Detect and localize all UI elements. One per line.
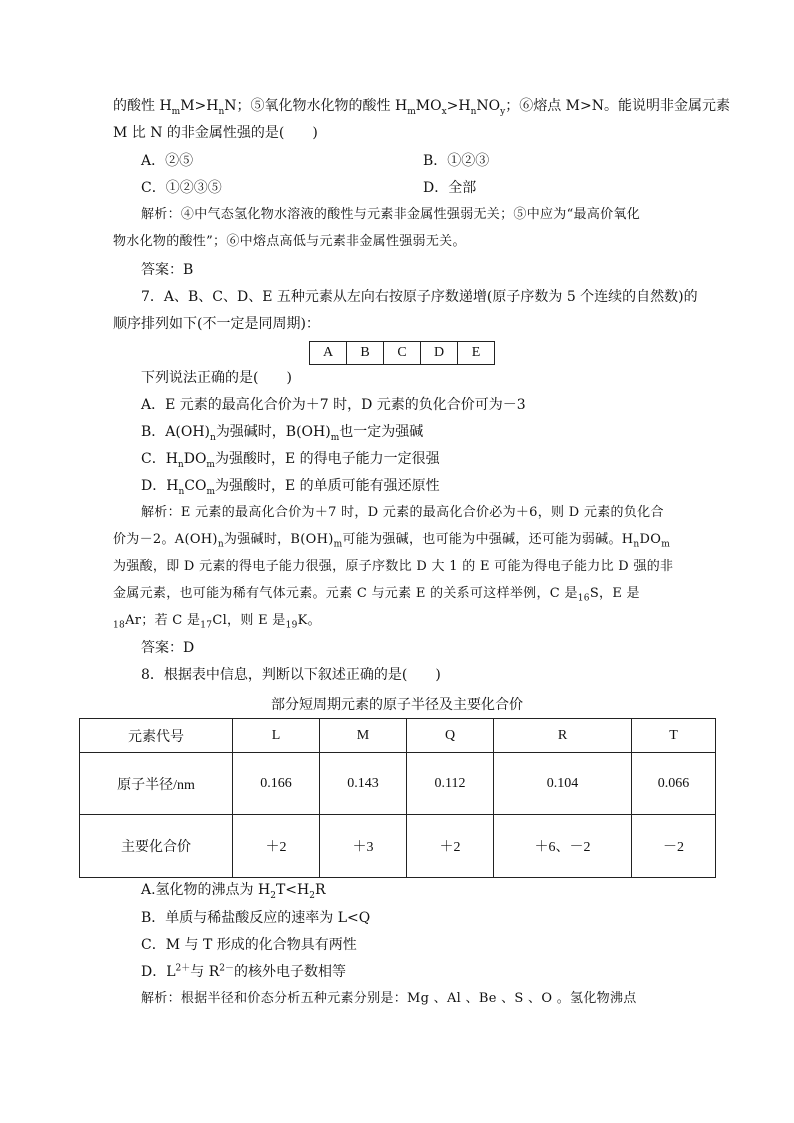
table-cell: 0.143 — [320, 753, 407, 815]
table-header-cell: T — [632, 719, 716, 753]
table-header-cell: L — [233, 719, 320, 753]
table-header-cell: 元素代号 — [80, 719, 233, 753]
q8-option-d: D．$L^{2+}$与 $R^{2-}$的核外电子数相等 — [141, 963, 346, 980]
element-cell-c: C — [384, 342, 421, 365]
q6-option-d: D．全部 — [423, 180, 477, 196]
q7-stem-line2: 顺序排列如下(不一定是同周期)： — [113, 316, 320, 332]
table-cell: 0.112 — [407, 753, 494, 815]
q8-table-caption: 部分短周期元素的原子半径及主要化合价 — [271, 697, 523, 713]
element-cell-a: A — [310, 342, 347, 365]
q8-option-a: A.氢化物的沸点为 $H_2T<H_2R$ — [141, 882, 326, 901]
table-cell: ＋2 — [233, 815, 320, 878]
q6-stem-line2: M 比 N 的非金属性强的是( ) — [113, 125, 318, 141]
element-cell-d: D — [421, 342, 458, 365]
q7-option-b: B．$A(OH)_n$为强碱时，$B(OH)_m$也一定为强碱 — [141, 424, 424, 443]
table-cell: 主要化合价 — [80, 815, 233, 878]
table-header-cell: M — [320, 719, 407, 753]
q7-analysis-line2: 价为－2。$A(OH)_n$为强碱时，$B(OH)_m$可能为强碱，也可能为中强碱，还可能为弱碱。$H_nDO_m$ — [113, 532, 671, 550]
q6-analysis-line1: 解析：④中气态氢化物水溶液的酸性与元素非金属性强弱无关；⑤中应为“最高价氧化 — [141, 207, 641, 222]
table-header-cell: R — [494, 719, 632, 753]
table-cell: 0.066 — [632, 753, 716, 815]
element-data-table — [79, 718, 716, 878]
q7-analysis-line3: 为强酸，即 D 元素的得电子能力很强，原子序数比 D 大 1 的 E 可能为得电子能力比 D 强的非 — [113, 559, 674, 574]
q7-option-a: A．E 元素的最高化合价为＋7 时，D 元素的负化合价可为－3 — [141, 397, 526, 413]
table-row — [80, 815, 716, 878]
table-header-row — [80, 719, 716, 753]
q6-answer: 答案：B — [141, 262, 194, 278]
q7-answer: 答案：D — [141, 640, 195, 656]
q7-analysis-line1: 解析：E 元素的最高化合价为＋7 时，D 元素的最高化合价必为＋6，则 D 元素的负化合 — [141, 505, 664, 520]
table-cell: ＋2 — [407, 815, 494, 878]
table-row — [80, 753, 716, 815]
element-cell-e: E — [458, 342, 495, 365]
q7-analysis-line5: $_{18}$Ar；若 C 是$_{17}$Cl，则 E 是$_{19}$K。 — [113, 613, 321, 631]
q8-analysis: 解析：根据半径和价态分析五种元素分别是：Mg 、Al 、Be 、S 、O 。氢化物沸点 — [141, 991, 637, 1006]
q7-stem-line1: 7．A、B、C、D、E 五种元素从左向右按原子序数递增(原子序数为 5 个连续的自然数)的 — [141, 289, 698, 305]
q6-analysis-line2: 物水化物的酸性”；⑥中熔点高低与元素非金属性强弱无关。 — [113, 234, 466, 249]
element-order-table — [309, 341, 495, 365]
q7-prompt: 下列说法正确的是( ) — [141, 370, 292, 386]
q8-stem: 8．根据表中信息，判断以下叙述正确的是( ) — [141, 667, 441, 683]
table-cell: 原子半径/nm — [80, 753, 233, 815]
table-cell: 0.104 — [494, 753, 632, 815]
q7-option-c: C．$H_nDO_m$为强酸时，E 的得电子能力一定很强 — [141, 451, 440, 470]
table-cell: ＋6、－2 — [494, 815, 632, 878]
table-header-cell: Q — [407, 719, 494, 753]
table-cell: 0.166 — [233, 753, 320, 815]
q6-option-a: A．②⑤ — [141, 153, 194, 169]
element-cell-b: B — [347, 342, 384, 365]
table-cell: －2 — [632, 815, 716, 878]
q6-option-c: C．①②③⑤ — [141, 180, 222, 196]
q6-stem-line1: 的酸性 $H_mM>H_nN$；⑤氧化物水化物的酸性 $H_mMO_x>H_nNO_y$；⑥熔点 M>N。能说明非金属元素 — [113, 98, 730, 117]
q7-option-d: D．$H_nCO_m$为强酸时，E 的单质可能有强还原性 — [141, 478, 440, 497]
q8-option-c: C．M 与 T 形成的化合物具有两性 — [141, 937, 357, 953]
q7-analysis-line4: 金属元素，也可能为稀有气体元素。元素 C 与元素 E 的关系可这样举例，C 是$_{16}$S，E 是 — [113, 586, 640, 604]
q6-option-b: B．①②③ — [423, 153, 490, 169]
q8-option-b: B．单质与稀盐酸反应的速率为 L<Q — [141, 910, 371, 926]
table-cell: ＋3 — [320, 815, 407, 878]
